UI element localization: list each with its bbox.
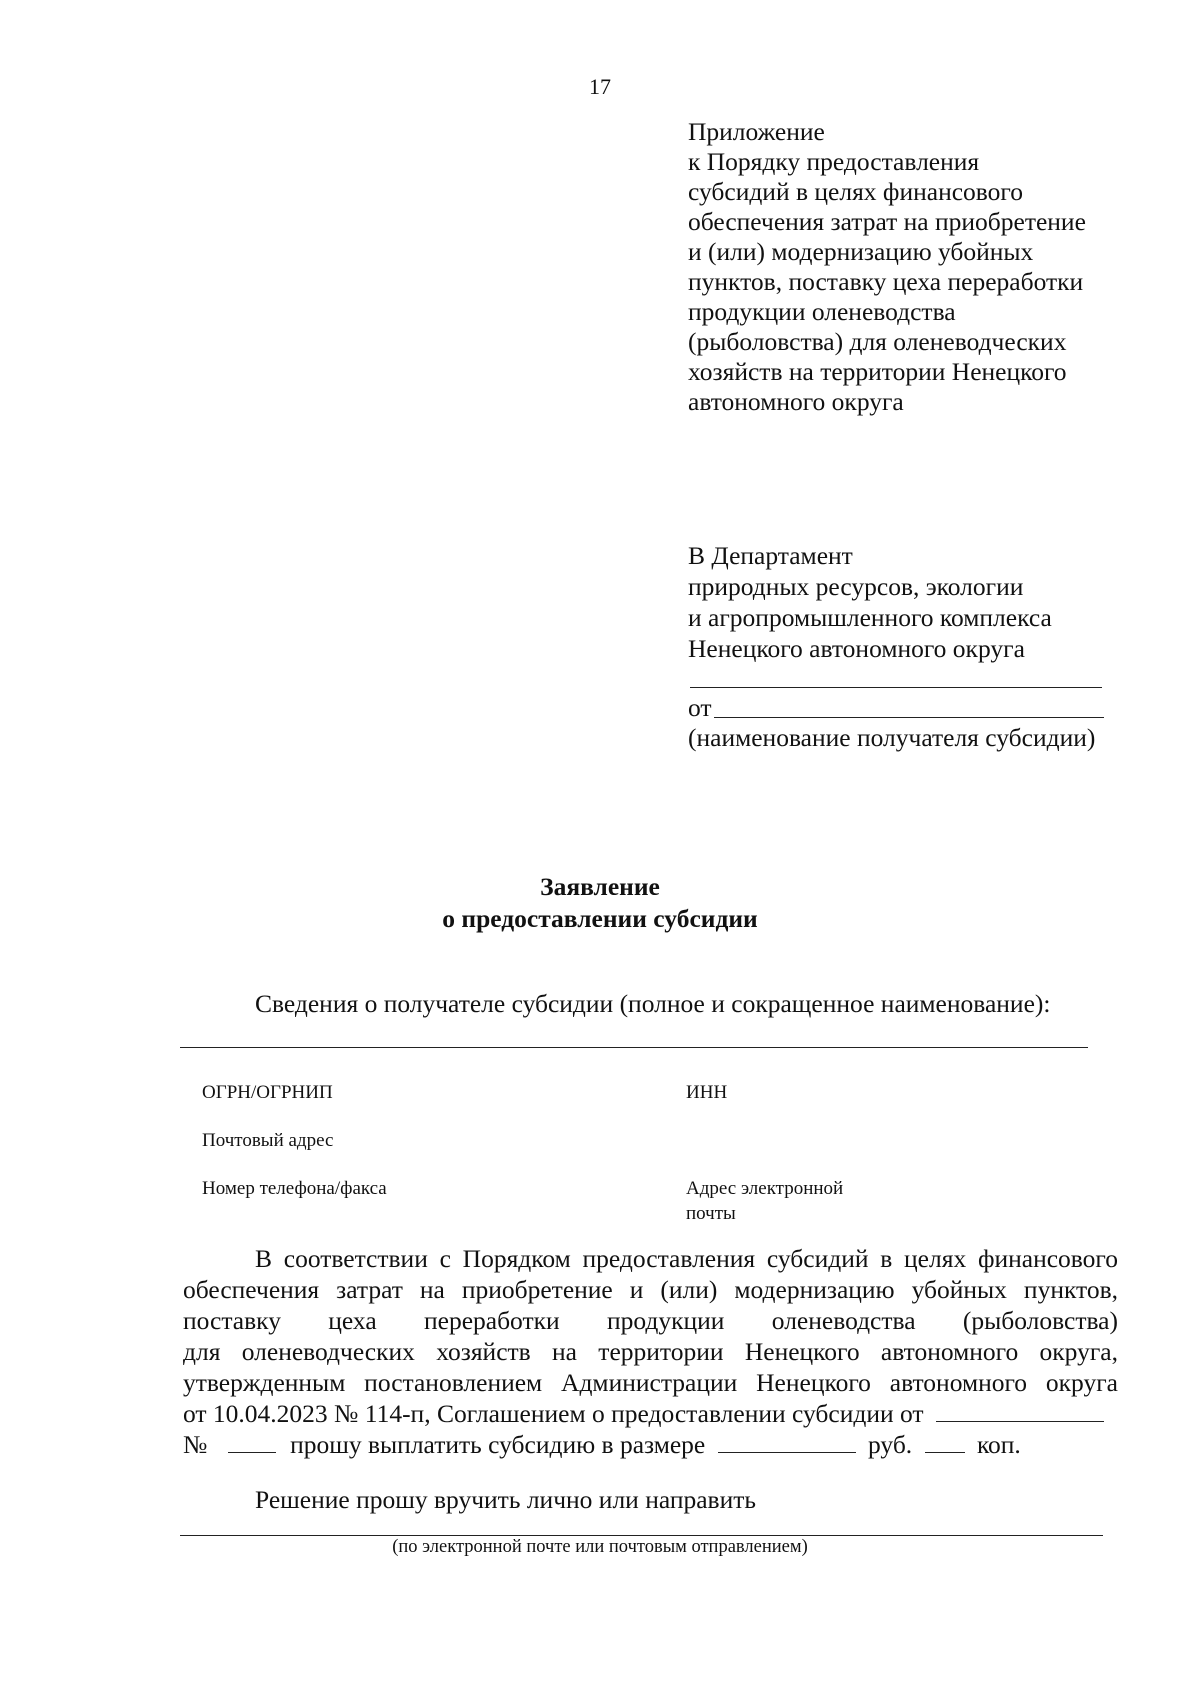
ogrn-label: ОГРН/ОГРНИП [202, 1082, 333, 1103]
addressee-block [688, 540, 1052, 664]
annex-line: хозяйств на территории Ненецкого [688, 357, 1067, 386]
annex-line: продукции оленеводства [688, 297, 956, 326]
from-label: от [688, 693, 712, 722]
amount-rub-field[interactable] [718, 1430, 856, 1453]
body-line [183, 1429, 1118, 1460]
annex-block [688, 117, 1086, 417]
addressee-line: Ненецкого автономного округа [688, 634, 1025, 663]
annex-line: Приложение [688, 117, 825, 146]
decision-text: Решение прошу вручить лично или направить [255, 1485, 756, 1514]
annex-line: (рыболовства) для оленеводческих [688, 327, 1067, 356]
phone-label: Номер телефона/факса [202, 1178, 387, 1199]
blank-line[interactable] [690, 687, 1102, 688]
email-label-cont: почты [686, 1203, 736, 1224]
addressee-line: природных ресурсов, экологии [688, 572, 1024, 601]
email-label: Адрес электронной [686, 1178, 844, 1199]
body-line: обеспечения затрат на приобретение и (или) модернизацию убойных пунктов, [183, 1275, 1118, 1304]
body-line: утвержденным постановлением Администрации Ненецкого автономного округа [183, 1368, 1118, 1397]
body-line: В соответствии с Порядком предоставления субсидий в целях финансового [255, 1244, 1118, 1273]
postal-address-label: Почтовый адрес [202, 1130, 334, 1151]
amount-kop-field[interactable] [925, 1430, 965, 1453]
annex-line: автономного округа [688, 387, 904, 416]
body-line: поставку цеха переработки продукции оленеводства (рыболовства) [183, 1306, 1118, 1335]
kop-label: коп. [976, 1430, 1021, 1459]
number-sign: № [183, 1430, 208, 1459]
body-line [183, 1398, 1118, 1429]
document-subtitle: о предоставлении субсидии [442, 904, 758, 933]
annex-line: обеспечения затрат на приобретение [688, 207, 1086, 236]
page-number: 17 [589, 74, 611, 99]
from-blank-field[interactable] [714, 692, 1104, 718]
annex-line: пунктов, поставку цеха переработки [688, 267, 1084, 296]
body-paragraph [183, 1243, 1118, 1460]
addressee-line: и агропромышленного комплекса [688, 603, 1052, 632]
rub-label: руб. [868, 1430, 913, 1459]
inn-label: ИНН [686, 1082, 728, 1103]
delivery-method-hint: (по электронной почте или почтовым отправлением) [392, 1537, 808, 1557]
annex-line: субсидий в целях финансового [688, 177, 1023, 206]
delivery-method-field[interactable] [180, 1535, 1103, 1536]
agreement-number-field[interactable] [228, 1430, 276, 1453]
agreement-text: от 10.04.2023 № 114-п, Соглашением о предоставлении субсидии от [183, 1399, 924, 1428]
annex-line: и (или) модернизацию убойных [688, 237, 1034, 266]
from-row [688, 692, 1104, 723]
recipient-info-heading: Сведения о получателе субсидии (полное и сокращенное наименование): [255, 989, 1051, 1018]
recipient-name-field[interactable] [180, 1047, 1088, 1048]
recipient-hint: (наименование получателя субсидии) [688, 723, 1096, 752]
body-line: для оленеводческих хозяйств на территории Ненецкого автономного округа, [183, 1337, 1118, 1366]
annex-line: к Порядку предоставления [688, 147, 980, 176]
document-title: Заявление [540, 872, 660, 901]
addressee-line: В Департамент [688, 541, 853, 570]
request-text: прошу выплатить субсидию в размере [290, 1430, 706, 1459]
agreement-date-field[interactable] [936, 1399, 1104, 1422]
